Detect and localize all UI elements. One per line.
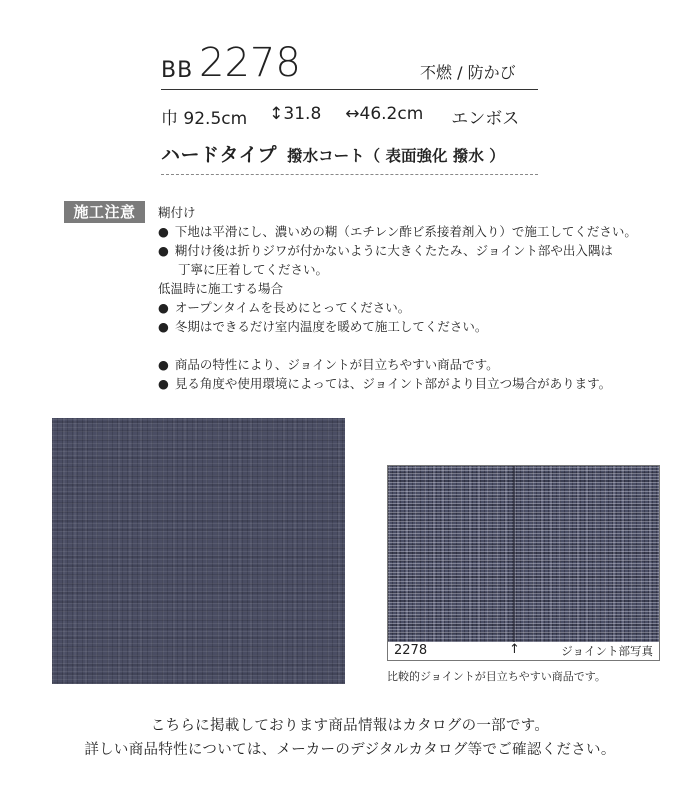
photo-code: 2278 [394,643,428,658]
notes-heading: 糊付け [158,205,196,220]
product-code: 2278 [199,40,301,86]
product-flags: 不燃 / 防かび [420,63,516,82]
notes-item: ● 冬期はできるだけ室内温度を暖めて施工してください。 [158,317,637,336]
joint-seam [513,466,515,642]
texture-swatch [52,418,345,684]
caution-badge: 施工注意 [64,201,145,223]
notes-item: 丁寧に圧着してください。 [178,262,329,277]
dotted-divider [161,174,538,175]
spec-finish: エンボス [451,109,520,129]
joint-photo-image [388,466,659,642]
spec-width: 巾 92.5cm [161,109,248,129]
type-main: ハードタイプ [161,144,278,166]
spec-vertical-repeat: ↕31.8 [269,104,322,124]
footer-line-1: こちらに掲載しております商品情報はカタログの一部です。 [150,718,550,734]
caution-notes [158,203,637,393]
photo-note: 比較的ジョイントが目立ちやすい商品です。 [387,670,606,683]
header-rule [161,89,538,90]
joint-photo [387,465,660,661]
arrow-up-icon: ↑ [509,642,520,657]
type-sub: 撥水コート（ 表面強化 撥水 ） [287,147,505,165]
notes-item: ● オープンタイムを長めにとってください。 [158,298,637,317]
footer-line-2: 詳しい商品特性については、メーカーのデジタルカタログ等でご確認ください。 [84,742,616,758]
type-line [161,140,505,167]
spec-horizontal-repeat: ↔46.2cm [345,104,424,124]
notes-spacer [158,336,637,355]
notes-heading: 低温時に施工する場合 [158,281,284,296]
notes-item: ● 糊付け後は折りジワが付かないように大きくたたみ、ジョイント部や出入隅は [158,241,637,260]
notes-item: ● 下地は平滑にし、濃いめの糊（エチレン酢ビ系接着剤入り）で施工してください。 [158,222,637,241]
product-prefix: BB [161,58,194,83]
spec-row [161,104,519,129]
photo-caption: ジョイント部写真 [561,644,653,658]
joint-photo-bar [388,642,659,660]
notes-item: ● 見る角度や使用環境によっては、ジョイント部がより目立つ場合があります。 [158,374,637,393]
notes-item: ● 商品の特性により、ジョイントが目立ちやすい商品です。 [158,355,637,374]
